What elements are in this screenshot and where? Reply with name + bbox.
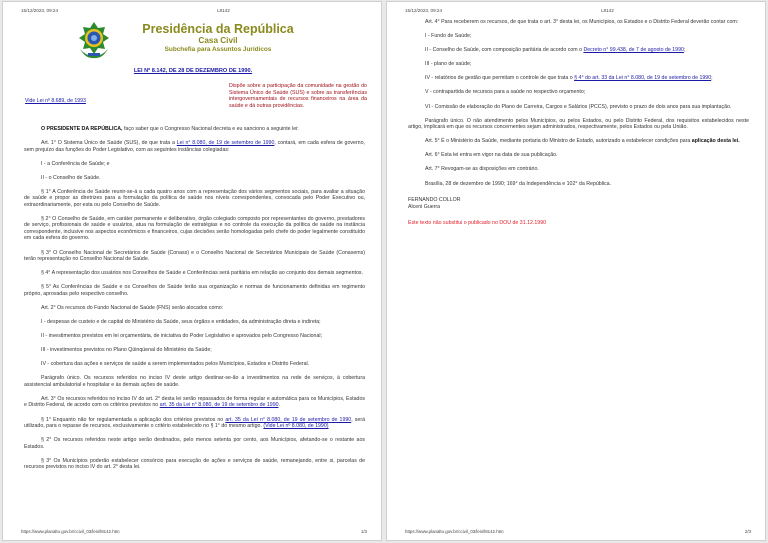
paragraph (24, 189, 365, 209)
paragraph (408, 19, 749, 26)
page-header-date: 15/12/2023, 09:24 (405, 8, 443, 13)
paragraph (408, 33, 749, 40)
page-number: 2/3 (744, 529, 751, 534)
signature-minister: Alceni Guerra (408, 203, 441, 210)
paragraph-text: § 1° A Conferência de Saúde reunir-se-á a cada quatro anos com a representação dos vários segmentos sociais, para avaliar a situação de saúde e propor as diretrizes para a formulação da política de saúde nos níveis correspondentes, convocada pelo Poder Executivo ou, extraordinariamente, por esta ou pelo Conselho de Saúde. (24, 188, 365, 208)
brand-header (133, 22, 303, 54)
paragraph-text: Parágrafo único. Os recursos referidos no inciso IV deste artigo destinar-se-ão a investimentos na rede de serviços, à cobertura assistencial ambulatorial e hospitalar e às demais ações de saúde. (24, 375, 365, 388)
paragraph-text: § 4° A representação dos usuários nos Conselhos de Saúde e Conferências será paritária em relação ao conjunto dos demais segmentos. (41, 270, 363, 277)
paragraph-text: Art. 3° Os recursos referidos no inciso IV do art. 2° desta lei serão repassados de forma regular e automática para os Municípios, Estados e Distrito Federal, de acordo com os critérios previstos no (24, 395, 365, 409)
paragraph (24, 126, 365, 133)
paragraph (408, 104, 749, 111)
paragraph-text: Art. 6° Esta lei entra em vigor na data de sua publicação. (425, 152, 558, 159)
signatures (408, 197, 749, 210)
paragraph-text: § 1° Enquanto não for regulamentada a aplicação dos critérios previstos no (41, 416, 226, 423)
law-body (408, 19, 749, 234)
paragraph-text: Parágrafo único. O não atendimento pelos Municípios, ou pelos Estados, ou pelo Distrito Federal, dos requisitos estabelecidos neste artigo, implicará em que os recursos concernentes sejam administrados, respectivamente, pelos Estados ou pela União. (408, 117, 749, 131)
paragraph (24, 270, 365, 277)
paragraph-text: Art. 4° Para receberem os recursos, de que trata o art. 3° desta lei, os Municípios, os Estados e o Distrito Federal deverão contar com: (425, 19, 739, 25)
paragraph (408, 47, 749, 54)
paragraph-text: § 3° O Conselho Nacional de Secretários de Saúde (Conass) e o Conselho Nacional de Secretários Municipais de Saúde (Conasems) terão representação no Conselho Nacional de Saúde. (24, 249, 365, 263)
paragraph-text: , será utilizado, para o repasse de recursos, exclusivamente o critério estabelecido no § 1° do mesmo artigo. (24, 416, 365, 429)
paragraph-text: II - o Conselho de Saúde. (41, 174, 101, 181)
paragraph (408, 89, 749, 96)
paragraph-text: Brasília, 28 de dezembro de 1990; 169° da Independência e 102° da República. (425, 180, 612, 187)
law-reference-link[interactable]: art. 35 da Lei n° 8.080, de 19 de setembro de 1990 (225, 416, 352, 423)
publication-note: Este texto não substitui o publicado no DOU de 31.12.1990 (408, 220, 547, 227)
law-body (24, 126, 365, 478)
paragraph (408, 152, 749, 159)
page-footer-url: https://www.planalto.gov.br/ccivil_03/leis/l8142.htm (21, 529, 120, 534)
paragraph-text: ; (683, 47, 686, 54)
law-title-link[interactable]: LEI Nº 8.142, DE 28 DE DEZEMBRO DE 1990. (133, 68, 253, 74)
document-page-1 (2, 1, 382, 541)
paragraph (408, 61, 749, 68)
paragraph (24, 140, 365, 153)
paragraph-text: ; (711, 75, 713, 82)
page-footer-url: https://www.planalto.gov.br/ccivil_03/leis/l8142.htm (405, 529, 504, 534)
paragraph-text: I - despesas de custeio e de capital do Ministério da Saúde, seus órgãos e entidades, da administração direta e indireta; (41, 318, 321, 325)
paragraph (24, 361, 365, 368)
coat-of-arms-icon (77, 21, 111, 59)
paragraph (408, 166, 749, 173)
law-reference-link[interactable]: Lei n° 8.080, de 19 de setembro de 1990 (176, 140, 275, 147)
paragraph-text: V - contrapartida de recursos para a saúde no respectivo orçamento; (425, 89, 586, 96)
paragraph-text: § 3° Os Municípios poderão estabelecer consórcio para execução de ações e serviços de saúde, remanejando, entre si, parcelas de recursos previstos no inciso IV do art. 2° desta lei. (24, 457, 365, 471)
paragraph-text: Art. 7° Revogam-se as disposições em contrário. (425, 166, 539, 173)
paragraph-text: Art. 1° O Sistema Único de Saúde (SUS), de que trata a (41, 140, 177, 147)
paragraph (24, 333, 365, 340)
paragraph-text: § 2° Os recursos referidos neste artigo serão destinados, pelo menos setenta por cento, aos Municípios, afetando-se o restante aos Estados. (24, 437, 365, 450)
signature-president: FERNANDO COLLOR (408, 197, 461, 204)
paragraph-text: I - Fundo de Saúde; (425, 33, 472, 40)
law-reference-link[interactable]: (Vide Lei nº 8.080, de 1990) (263, 423, 329, 429)
brand-title: Presidência da República (142, 22, 294, 36)
paragraph-text: IV - cobertura das ações e serviços de saúde a serem implementados pelos Municípios, Estados e Distrito Federal. (41, 361, 310, 368)
page-header-title: L8142 (217, 8, 230, 13)
paragraph (408, 75, 749, 82)
law-summary: Dispõe sobre a participação da comunidade na gestão do Sistema Único de Saúde (SUS) e sobre as transferências intergovernamentais de recursos financeiros na área da saúde e dá outras providências. (229, 83, 367, 109)
paragraph-text: aplicação desta lei. (691, 138, 740, 145)
paragraph-text: III - investimentos previstos no Plano Qüinqüenal do Ministério da Saúde; (41, 347, 212, 354)
paragraph-text: faço saber que o Congresso Nacional decreta e eu sanciono a seguinte lei: (122, 126, 299, 132)
paragraph-text: IV - relatórios de gestão que permitam o controle de que trata o (425, 75, 575, 82)
page-header-title: L8142 (601, 8, 614, 13)
paragraph (24, 417, 365, 430)
paragraph-text: § 2° O Conselho de Saúde, em caráter permanente e deliberativo, órgão colegiado composto por representantes do governo, prestadores de serviço, profissionais de saúde e usuários, atua na formulação de estratégias e no controle da execução da política de saúde na instância correspondente, inclusive nos aspectos econômicos e financeiros, cujas decisões serão homologadas pelo chefe do poder legalmente constituído em cada esfera do governo. (24, 215, 365, 242)
law-reference-link[interactable]: § 4° do art. 33 da Lei n° 8.080, de 19 de setembro de 1990 (574, 75, 712, 82)
page-header-date: 15/12/2023, 09:24 (21, 8, 59, 13)
paragraph-text: . (278, 402, 281, 409)
paragraph (24, 250, 365, 263)
paragraph-text: VI - Comissão de elaboração do Plano de Carreira, Cargos e Salários (PCCS), previsto o prazo de dois anos para sua implantação. (425, 103, 732, 110)
document-page-2 (386, 1, 766, 541)
paragraph (408, 181, 749, 188)
paragraph-text: § 5° As Conferências de Saúde e os Conselhos de Saúde terão sua organização e normas de funcionamento definidas em regimento próprio, aprovadas pelo respectivo conselho. (24, 284, 365, 297)
paragraph (24, 437, 365, 450)
paragraph (24, 396, 365, 409)
paragraph (408, 118, 749, 131)
paragraph (24, 284, 365, 297)
paragraph-text: III - plano de saúde; (425, 61, 472, 68)
paragraph (24, 216, 365, 242)
paragraph (408, 138, 749, 145)
paragraph-text: II - investimentos previstos em lei orçamentária, de iniciativa do Poder Legislativo e aprovados pelo Congresso Nacional; (41, 333, 323, 340)
brand-division: Subchefia para Assuntos Jurídicos (164, 46, 272, 53)
paragraph (24, 319, 365, 326)
paragraph-text: Art. 5° É o Ministério da Saúde, mediante portaria do Ministro de Estado, autorizado a estabelecer condições para (425, 138, 692, 145)
paragraph-text: O PRESIDENTE DA REPÚBLICA, (41, 126, 123, 132)
paragraph (24, 161, 365, 168)
paragraph (24, 375, 365, 388)
vide-law-link[interactable]: Vide Lei nº 8.689, de 1993 (25, 98, 86, 104)
paragraph-text: I - a Conferência de Saúde; e (41, 160, 110, 167)
paragraph (24, 347, 365, 354)
paragraph-text: , contará, em cada esfera de governo, sem prejuízo das funções do Poder Legislativo, com as seguintes instâncias colegiadas: (24, 140, 365, 153)
paragraph-text: II - Conselho de Saúde, com composição paritária de acordo com o (425, 47, 584, 54)
law-reference-link[interactable]: art. 35 da Lei n° 8.080, de 19 de setembro de 1990 (159, 402, 279, 409)
brand-subtitle: Casa Civil (198, 36, 238, 45)
law-reference-link[interactable]: Decreto n° 99.438, de 7 de agosto de 1990 (583, 47, 684, 54)
paragraph (24, 458, 365, 471)
paragraph-text: Art. 2° Os recursos do Fundo Nacional de Saúde (FNS) serão alocados como: (41, 304, 224, 311)
page-number: 1/3 (360, 529, 367, 534)
paragraph (24, 305, 365, 312)
paragraph (24, 175, 365, 182)
